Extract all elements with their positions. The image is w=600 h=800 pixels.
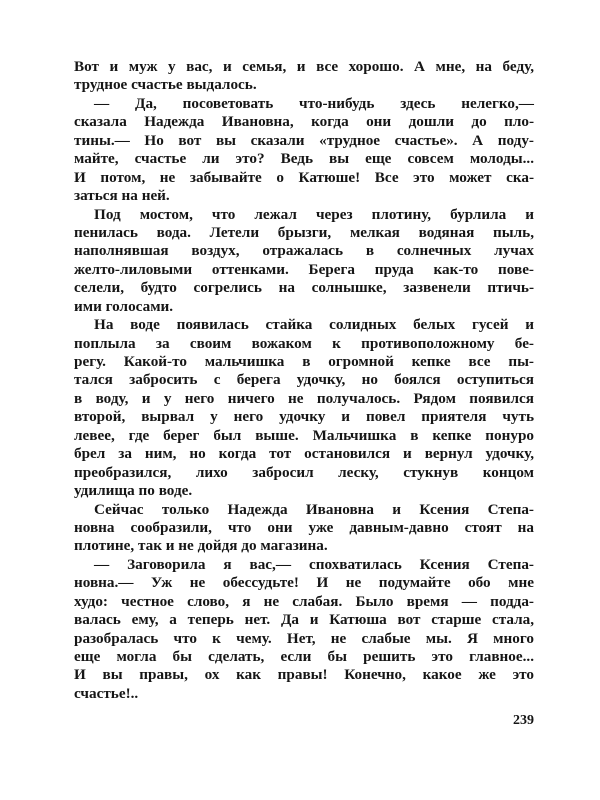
text-line: заться на ней.: [74, 187, 170, 205]
text-line: пенилась вода. Летели брызги, мелкая водяная пыль,: [74, 223, 534, 241]
text-line: селели, будто согрелись на солнышке, зазвенели птичь-: [74, 279, 534, 297]
text-line: — Да, посоветовать что-нибудь здесь нелегко,—: [94, 94, 534, 112]
text-line: регу. Какой-то мальчишка в огромной кепке все пы-: [74, 353, 534, 370]
text-line: тался забросить с берега удочку, но боялся оступиться: [74, 371, 534, 389]
text-line: На воде появилась стайка солидных белых гусей и: [94, 316, 534, 334]
page-body-text: [74, 58, 534, 703]
text-line: в воду, и у него ничего не получалось. Рядом появился: [74, 389, 534, 407]
text-line: второй, вырвал у него удочку и повел приятеля чуть: [74, 408, 534, 426]
text-line: ими голосами.: [74, 297, 174, 315]
text-line: валась ему, а теперь нет. Да и Катюша вот старше стала,: [74, 611, 534, 629]
text-line: трудное счастье выдалось.: [74, 76, 257, 94]
text-line: И потом, не забывайте о Катюше! Все это может ска-: [74, 168, 534, 186]
text-line: Сейчас только Надежда Ивановна и Ксения Степа-: [94, 500, 534, 518]
text-line: еще могла бы сделать, если бы решить это главное...: [74, 648, 534, 665]
text-line: разобралась что к чему. Нет, не слабые мы. Я много: [74, 629, 534, 647]
text-line: новна сообразили, что они уже давным-давно стоят на: [74, 518, 534, 536]
text-line: Под мостом, что лежал через плотину, бурлила и: [94, 205, 534, 223]
text-line: левее, где берег был выше. Мальчишка в кепке понуро: [74, 426, 534, 444]
text-line: желто-лиловыми оттенками. Берега пруда как-то пове-: [74, 260, 534, 278]
text-line: счастье!..: [74, 684, 139, 702]
text-line: плотине, так и не дойдя до магазина.: [74, 537, 328, 555]
text-line: худо: честное слово, я не слабая. Было время — подда-: [74, 592, 534, 610]
text-line: майте, счастье ли это? Ведь вы еще совсем молоды...: [74, 150, 534, 168]
text-line: брел за ним, но когда тот остановился и вернул удочку,: [74, 445, 534, 463]
text-line: удилища по воде.: [74, 482, 193, 500]
text-line: И вы правы, ох как правы! Конечно, какое же это: [74, 666, 534, 684]
text-line: тины.— Но вот вы сказали «трудное счастье». А поду-: [74, 131, 534, 149]
text-line: поплыла за своим вожаком к противоположному бе-: [74, 334, 534, 352]
text-line: наполнявшая воздух, отражалась в солнечных лучах: [74, 242, 534, 260]
text-line: новна.— Уж не обессудьте! И не подумайте обо мне: [74, 574, 534, 592]
page-number: 239: [513, 713, 534, 728]
text-line: — Заговорила я вас,— спохватилась Ксения Степа-: [94, 555, 534, 573]
text-line: Вот и муж у вас, и семья, и все хорошо. А мне, на беду,: [74, 58, 534, 75]
text-line: сказала Надежда Ивановна, когда они дошли до пло-: [74, 113, 534, 131]
text-line: преобразился, лихо забросил леску, стукнув концом: [74, 463, 534, 481]
